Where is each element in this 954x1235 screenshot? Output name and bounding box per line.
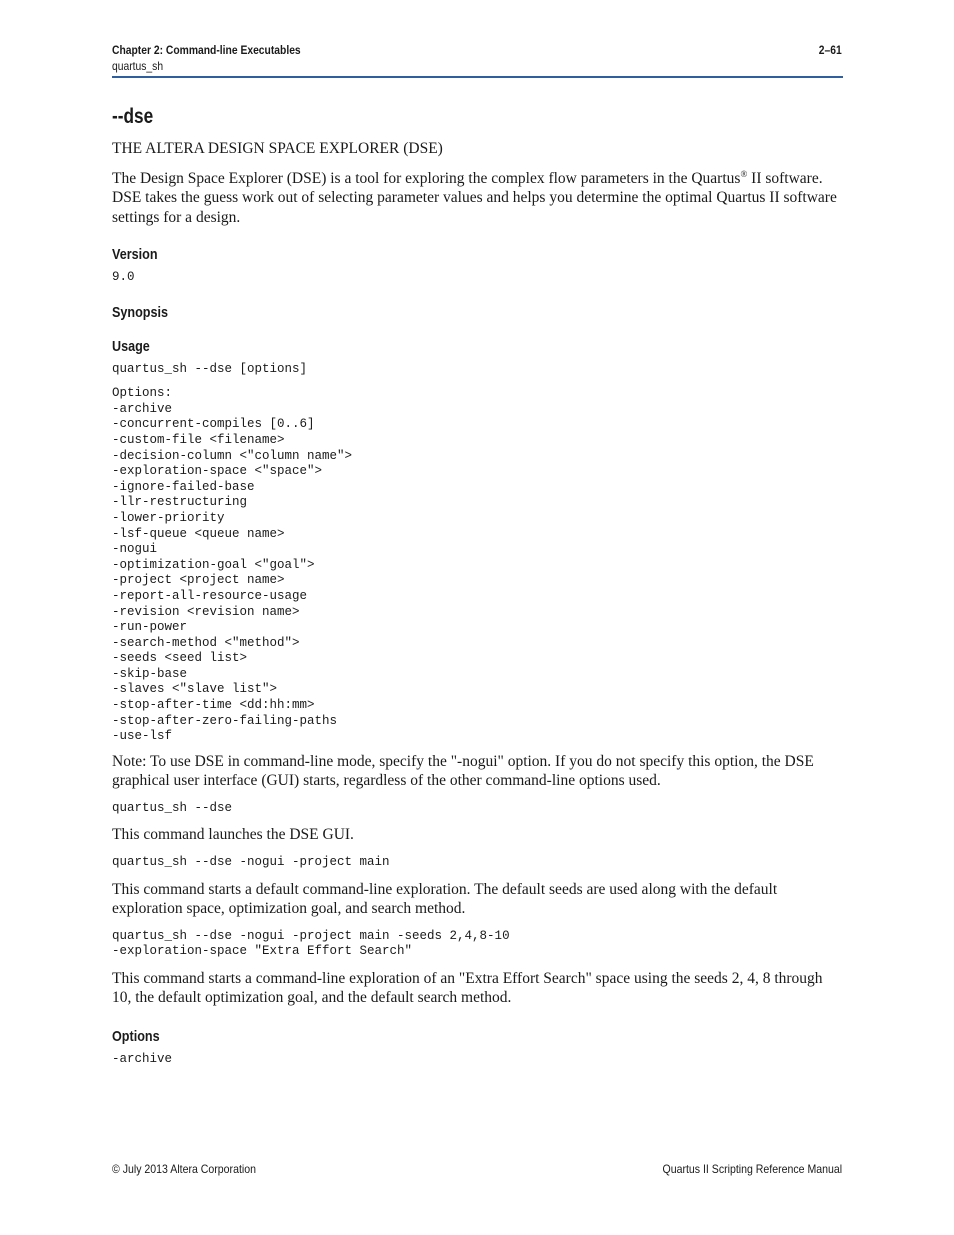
footer-manual-title: Quartus II Scripting Reference Manual — [662, 1162, 842, 1176]
example-1-code: quartus_sh --dse — [112, 800, 233, 815]
options-heading: Options — [112, 1027, 160, 1045]
option-item: -report-all-resource-usage — [112, 588, 308, 603]
option-item: -lower-priority — [112, 510, 225, 525]
page-content — [112, 104, 843, 1067]
option-item: -decision-column <"column name"> — [112, 448, 353, 463]
option-item: -custom-file <filename> — [112, 432, 285, 447]
example-3-code — [112, 929, 843, 960]
example-3-code-line: -exploration-space "Extra Effort Search" — [112, 944, 413, 959]
option-item: -ignore-failed-base — [112, 479, 255, 494]
options-first-item: -archive — [112, 1051, 173, 1066]
option-item: -exploration-space <"space"> — [112, 464, 323, 479]
options-list — [112, 386, 843, 745]
header-chapter-title: Chapter 2: Command-line Executables — [112, 43, 301, 57]
intro-text-start: The Design Space Explorer (DSE) is a tool for exploring the complex flow parameters in the Quartus — [112, 169, 741, 187]
footer-copyright: © July 2013 Altera Corporation — [112, 1162, 256, 1176]
option-item: -llr-restructuring — [112, 495, 248, 510]
registered-mark: ® — [740, 168, 748, 179]
intro-text-end: II software. DSE takes the guess work out of selecting parameter values and helps you determine the optimal Quartus II software settings for a design. — [112, 169, 837, 226]
example-3-description: This command starts a command-line exploration of an "Extra Effort Search" space using the seeds 2, 4, 8 through 10, the default optimization goal, and the default search method. — [112, 969, 823, 1007]
option-item: -skip-base — [112, 666, 188, 681]
option-item: -revision <revision name> — [112, 604, 300, 619]
example-3-code-line: quartus_sh --dse -nogui -project main -seeds 2,4,8-10 — [112, 928, 510, 943]
example-2-code: quartus_sh --dse -nogui -project main — [112, 854, 390, 869]
option-item: -project <project name> — [112, 573, 285, 588]
options-label: Options: — [112, 386, 173, 401]
topic-title: --dse — [112, 105, 154, 128]
version-heading: Version — [112, 246, 158, 263]
option-item: -stop-after-time <dd:hh:mm> — [112, 698, 315, 713]
intro-paragraph — [112, 169, 843, 228]
nogui-note: Note: To use DSE in command-line mode, specify the "-nogui" option. If you do not specify this option, the DSE graphical user interface (GUI) starts, regardless of the other command-line options used. — [112, 752, 814, 790]
usage-heading: Usage — [112, 337, 150, 355]
option-item: -use-lsf — [112, 729, 173, 744]
synopsis-heading: Synopsis — [112, 303, 169, 321]
version-value: 9.0 — [112, 270, 135, 284]
example-2-description: This command starts a default command-line exploration. The default seeds are used along with the default exploration space, optimization goal, and search method. — [112, 880, 778, 918]
option-item: -optimization-goal <"goal"> — [112, 557, 315, 572]
option-item: -nogui — [112, 542, 158, 557]
header-section-name: quartus_sh — [112, 59, 164, 73]
topic-subtitle: THE ALTERA DESIGN SPACE EXPLORER (DSE) — [112, 140, 443, 157]
option-item: -seeds <seed list> — [112, 651, 248, 666]
option-item: -slaves <"slave list"> — [112, 682, 278, 697]
option-item: -archive — [112, 401, 173, 416]
option-item: -run-power — [112, 620, 188, 635]
option-item: -stop-after-zero-failing-paths — [112, 713, 338, 728]
usage-line: quartus_sh --dse [options] — [112, 361, 308, 376]
header-page-number: 2–61 — [819, 43, 842, 57]
option-item: -concurrent-compiles [0..6] — [112, 417, 315, 432]
header-rule — [112, 76, 843, 78]
option-item: -search-method <"method"> — [112, 635, 300, 650]
option-item: -lsf-queue <queue name> — [112, 526, 285, 541]
example-1-description: This command launches the DSE GUI. — [112, 826, 354, 844]
